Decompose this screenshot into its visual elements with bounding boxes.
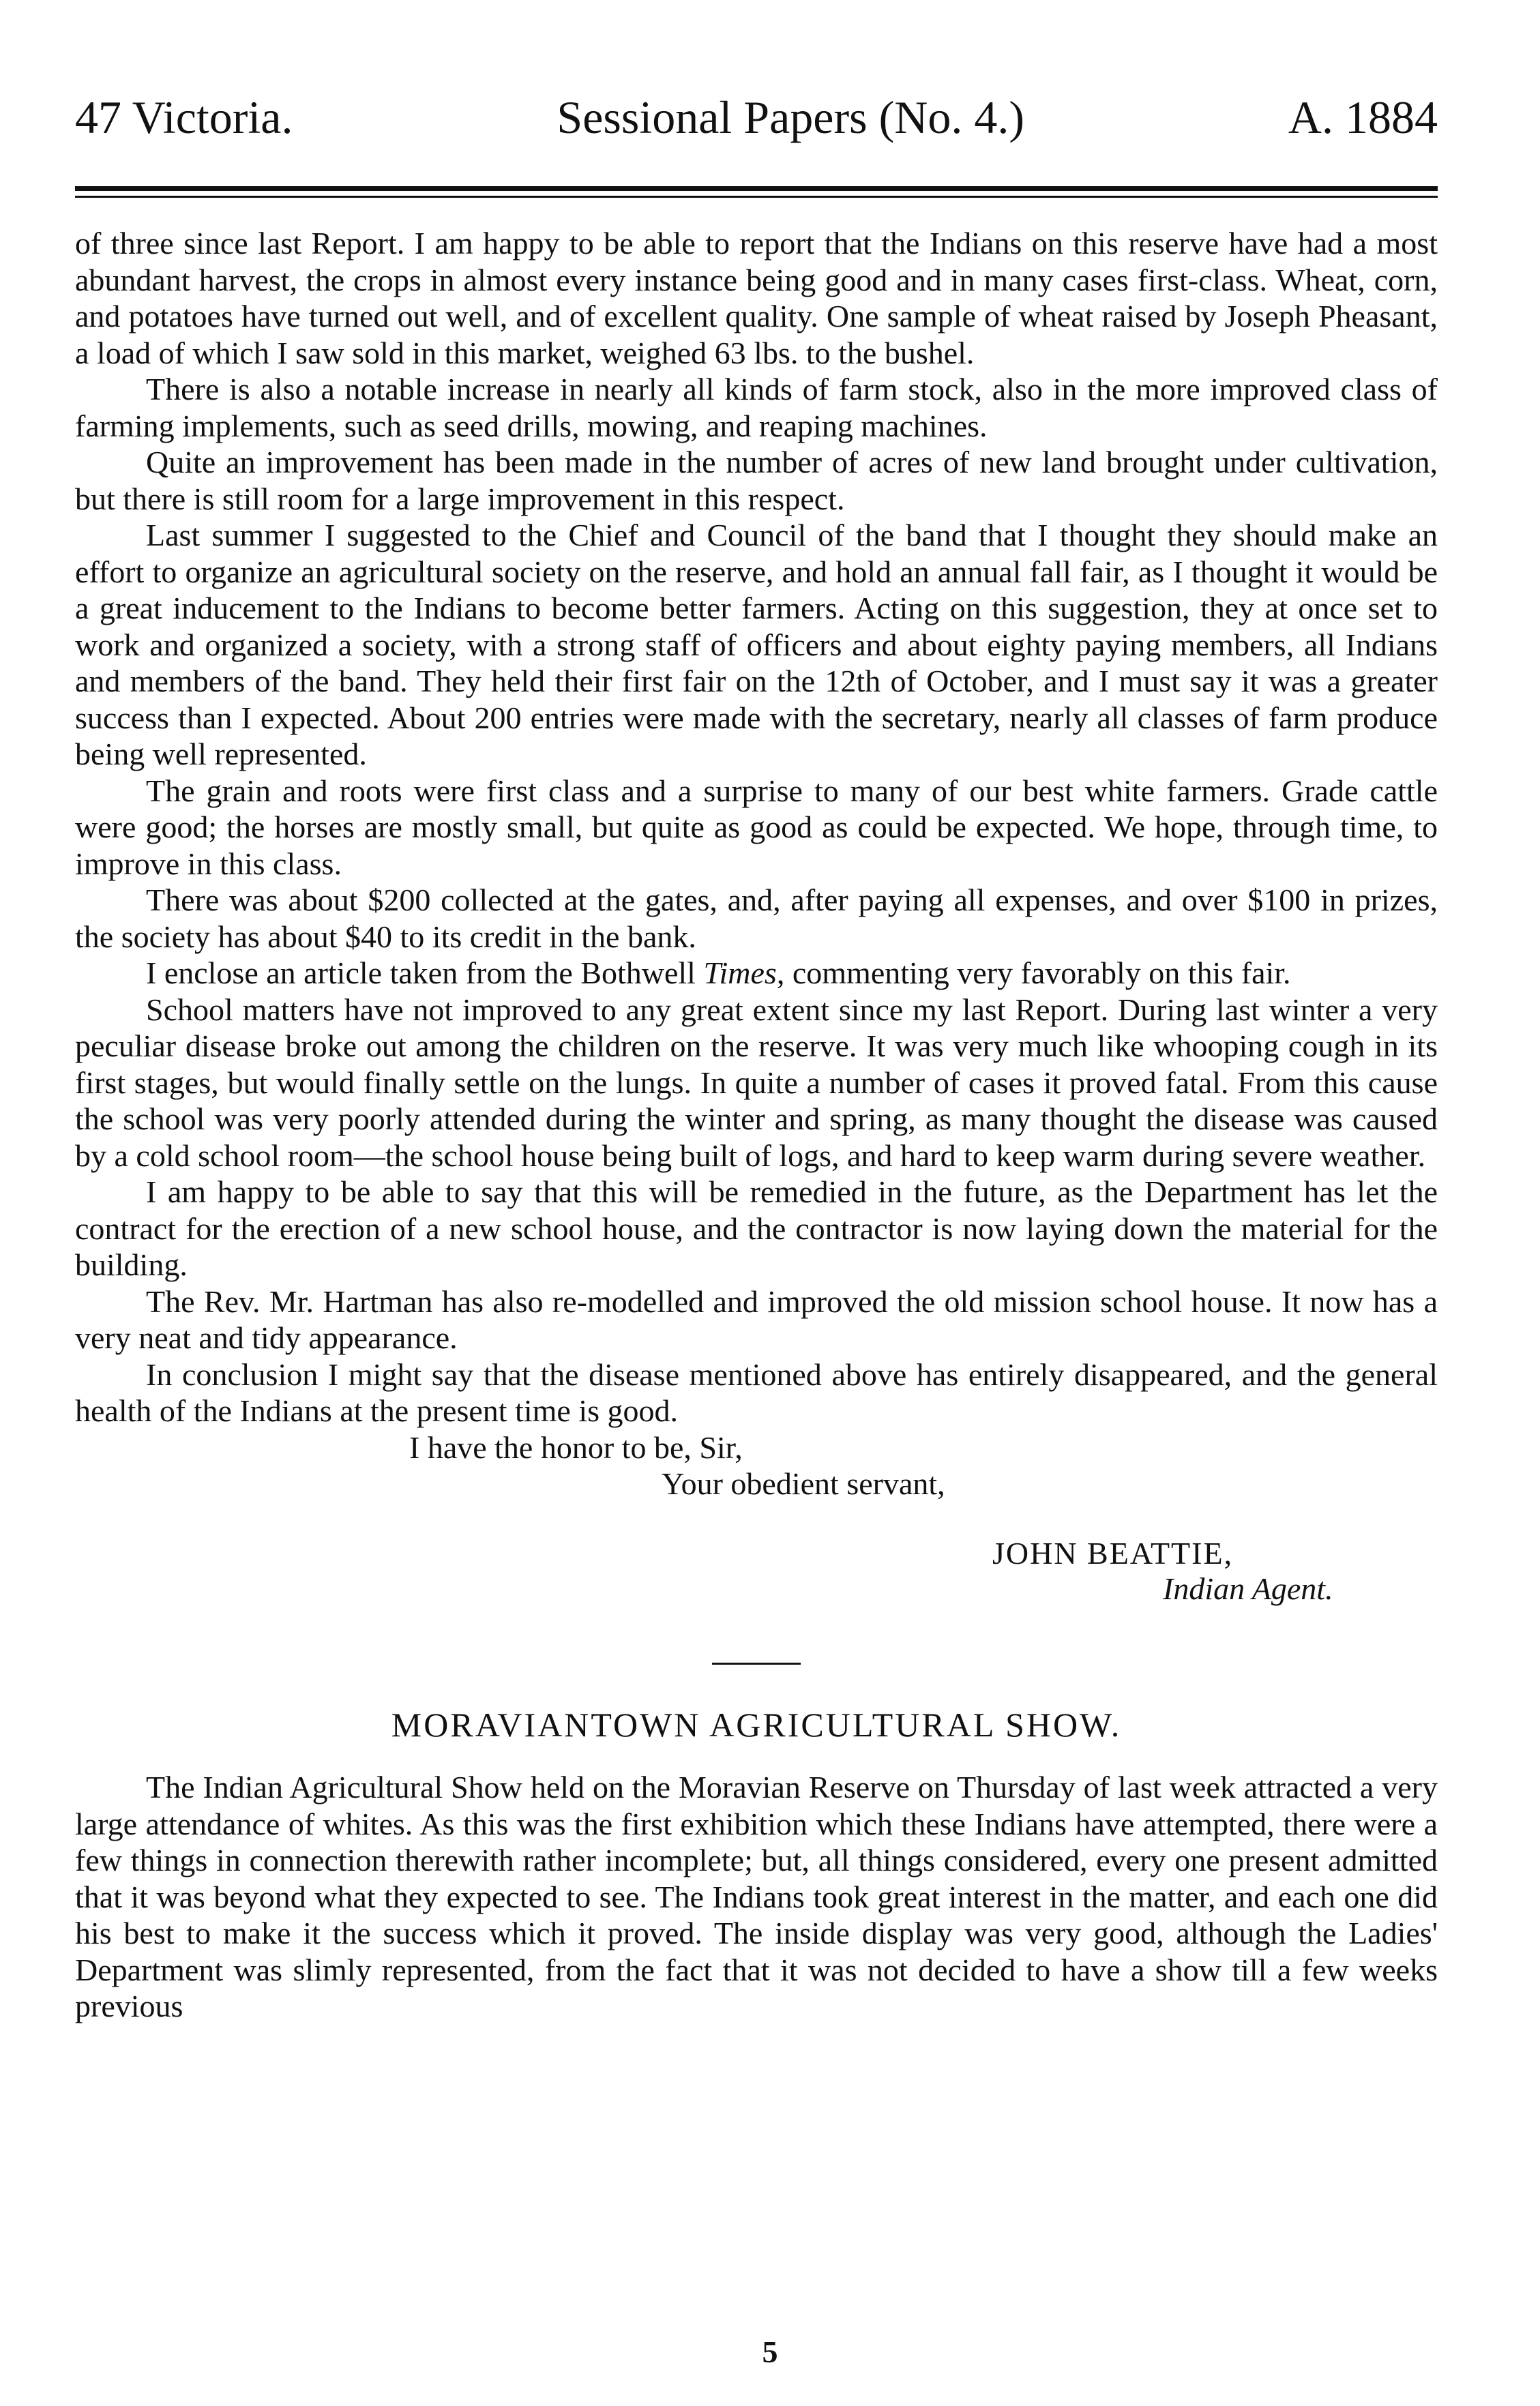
paragraph-school-matters: School matters have not improved to any great extent since my last Report. During last winter a very peculiar disease broke out among the children on the reserve. It was very much like whooping cough in its first stages, but would finally settle on the lungs. In quite a number of cases it proved fatal. From this cause the school was very poorly attended during the winter and spring, as many thought the disease was caused by a cold school room—the school house being built of logs, and hard to keep warm during severe weather. bbox=[75, 992, 1438, 1173]
paragraph-enclosed-article bbox=[75, 955, 1438, 992]
newspaper-name: Times bbox=[703, 955, 777, 990]
paragraph-farm-stock: There is also a notable increase in nearly all kinds of farm stock, also in the more improved class of farming implements, such as seed drills, mowing, and reaping machines. bbox=[75, 372, 1438, 443]
header-series: Sessional Papers (No. 4.) bbox=[557, 91, 1024, 143]
paragraph-new-school-house: I am happy to be able to say that this will be remedied in the future, as the Department has let the contract for the erection of a new school house, and the contractor is now laying down the material for the building. bbox=[75, 1174, 1438, 1282]
running-header bbox=[75, 91, 1438, 143]
closing-salutation: I have the honor to be, Sir, bbox=[409, 1429, 743, 1465]
paragraph-mission-school: The Rev. Mr. Hartman has also re-modelled and improved the old mission school house. It now has a very neat and tidy appearance. bbox=[75, 1283, 1438, 1355]
enclose-text-before: I enclose an article taken from the Bothwell bbox=[146, 955, 704, 990]
closing-servant: Your obedient servant, bbox=[662, 1466, 945, 1501]
report-body bbox=[75, 225, 1438, 2025]
enclose-text-after: , commenting very favorably on this fair. bbox=[776, 955, 1291, 990]
article-paragraph: The Indian Agricultural Show held on the Moravian Reserve on Thursday of last week attracted a very large attendance of whites. As this was the first exhibition which these Indians have attempted, there were a few things in connection therewith rather incomplete; but, all things considered, every one present admitted that it was beyond what they expected to see. The Indians took great interest in the matter, and each one did his best to make it the success which it proved. The inside display was very good, although the Ladies' Department was slimly represented, from the fact that it was not decided to have a show till a few weeks previous bbox=[75, 1770, 1438, 2023]
paragraph-conclusion: In conclusion I might say that the disease mentioned above has entirely disappeared, and the general health of the Indians at the present time is good. bbox=[75, 1356, 1438, 1428]
letter-closing bbox=[75, 1429, 1438, 1607]
header-rule-thin bbox=[75, 196, 1438, 198]
paragraph-agricultural-society: Last summer I suggested to the Chief and Council of the band that I thought they should make an effort to organize an agricultural society on the reserve, and hold an annual fall fair, as I thought it would be a great inducement to the Indians to become better farmers. Acting on this suggestion, they at once set to work and organized a society, with a strong staff of officers and about eighty paying members, all Indians and members of the band. They held their first fair on the 12th of October, and I must say it was a greater success than I expected. About 200 entries were made with the secretary, nearly all classes of farm produce being well represented. bbox=[75, 518, 1438, 771]
paragraph-finances: There was about $200 collected at the gates, and, after paying all expenses, and over $100 in prizes, the society has about $40 to its credit in the bank. bbox=[75, 882, 1438, 954]
header-volume: 47 Victoria. bbox=[75, 91, 293, 143]
paragraph-cultivation: Quite an improvement has been made in the number of acres of new land brought under cultivation, but there is still room for a large improvement in this respect. bbox=[75, 445, 1438, 516]
signature-title: Indian Agent. bbox=[1163, 1571, 1333, 1606]
paragraph-harvest: of three since last Report. I am happy to be able to report that the Indians on this reserve have had a most abundant harvest, the crops in almost every instance being good and in many cases first-class. Wheat, corn, and potatoes have turned out well, and of excellent quality. One sample of wheat raised by Joseph Pheasant, a load of which I saw sold in this market, weighed 63 lbs. to the bushel. bbox=[75, 226, 1438, 370]
header-year: A. 1884 bbox=[1288, 91, 1438, 143]
page-number: 5 bbox=[762, 2334, 778, 2369]
article-title: MORAVIANTOWN AGRICULTURAL SHOW. bbox=[391, 1705, 1122, 1744]
header-rule-thick bbox=[75, 186, 1438, 191]
paragraph-grain-and-cattle: The grain and roots were first class and a surprise to many of our best white farmers. Grade cattle were good; the horses are mostly small, but quite as good as could be expected. We hope, through time, to improve in this class. bbox=[75, 773, 1438, 881]
signature-name: JOHN BEATTIE, bbox=[992, 1535, 1234, 1571]
section-divider bbox=[712, 1663, 801, 1665]
